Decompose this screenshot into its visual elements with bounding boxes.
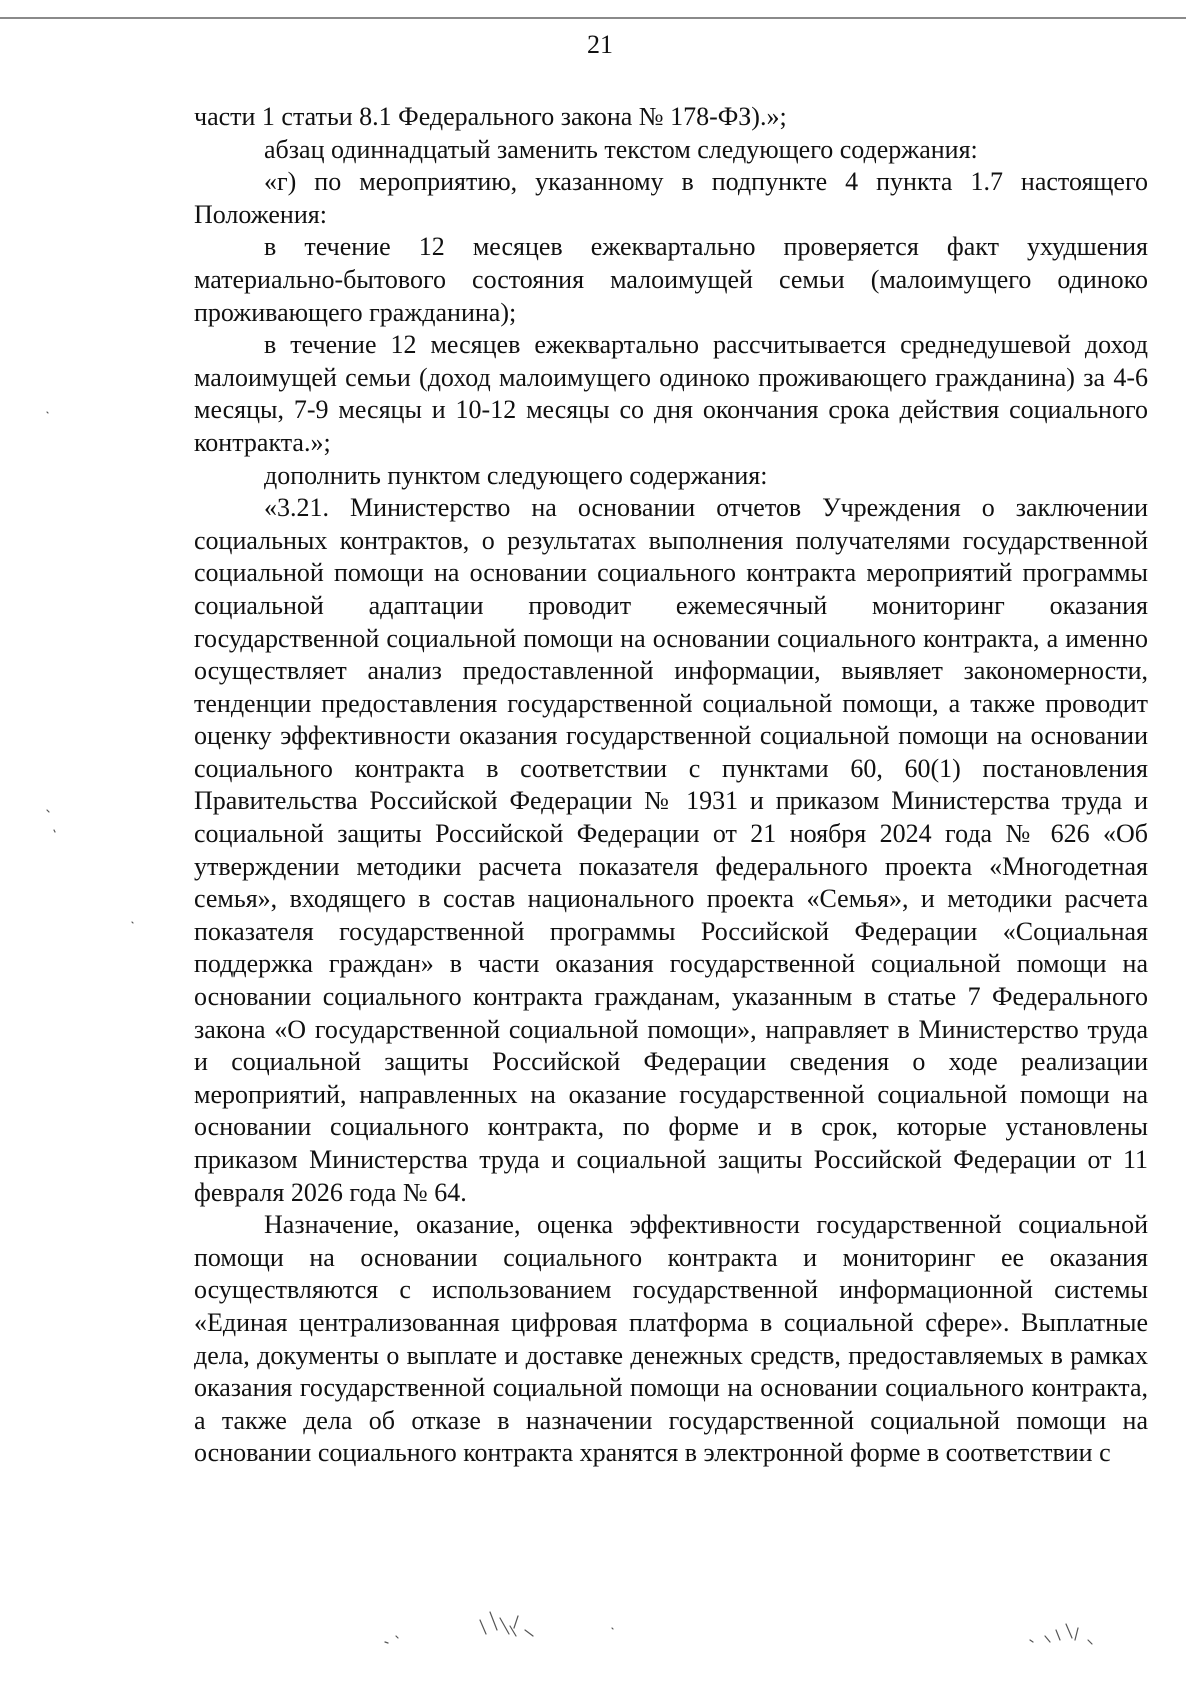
top-border-line [0, 17, 1186, 19]
paragraph-6: дополнить пунктом следующего содержания: [264, 460, 768, 490]
paragraph-8: Назначение, оказание, оценка эффективности государственной социальной помощи на основании социального контракта и мониторинг ее оказания осуществляются с использованием государственной информационной системы «Единая централизованная цифровая платформа в социальной сфере». Выплатные дела, документы о выплате и доставке денежных средств, предоставляемых в рамках оказания государственной социальной помощи на основании социального контракта, а также дела об отказе в назначении государственной социальной помощи на основании социального контракта хранятся в электронной форме в соответствии с [194, 1210, 1148, 1468]
paragraph-1: части 1 статьи 8.1 Федерального закона № 178-ФЗ).»; [194, 102, 787, 131]
document-body [194, 101, 1148, 1470]
paragraph-2: абзац одиннадцатый заменить текстом следующего содержания: [264, 134, 978, 164]
paragraph-4: в течение 12 месяцев ежеквартально проверяется факт ухудшения материально-бытового состояния малоимущей семьи (малоимущего одиноко проживающего гражданина); [194, 232, 1148, 327]
paragraph-3: «г) по мероприятию, указанному в подпункте 4 пункта 1.7 настоящего Положения: [194, 167, 1148, 229]
paragraph-7: «3.21. Министерство на основании отчетов Учреждения о заключении социальных контрактов, о результатах выполнения получателями государственной социальной помощи на основании социального контракта мероприятий программы социальной адаптации проводит ежемесячный мониторинг оказания государственной социальной помощи на основании социального контракта, а именно осуществляет анализ предоставленной информации, выявляет закономерности, тенденции предоставления государственной социальной помощи, а также проводит оценку эффективности оказания государственной социальной помощи на основании социального контракта в соответствии с пунктами 60, 60(1) постановления Правительства Российской Федерации № 1931 и приказом Министерства труда и социальной защиты Российской Федерации от 21 ноября 2024 года № 626 «Об утверждении методики расчета показателя федерального проекта «Многодетная семья», входящего в состав национального проекта «Семья», и методики расчета показателя государственной программы Российской Федерации «Социальная поддержка граждан» в части оказания государственной социальной помощи на основании социального контракта гражданам, указанным в статье 7 Федерального закона «О государственной социальной помощи», направляет в Министерство труда и социальной защиты Российской Федерации сведения о ходе реализации мероприятий, направленных на оказание государственной социальной помощи на основании социального контракта, по форме и в срок, которые установлены приказом Министерства труда и социальной защиты Российской Федерации от 11 февраля 2026 года № 64. [194, 493, 1148, 1207]
page-number: 21 [587, 30, 613, 59]
paragraph-5: в течение 12 месяцев ежеквартально рассчитывается среднедушевой доход малоимущей семьи (доход малоимущего одиноко проживающего гражданина) за 4-6 месяцы, 7-9 месяцы и 10-12 месяцы со дня окончания срока действия социального контракта.»; [194, 330, 1148, 457]
